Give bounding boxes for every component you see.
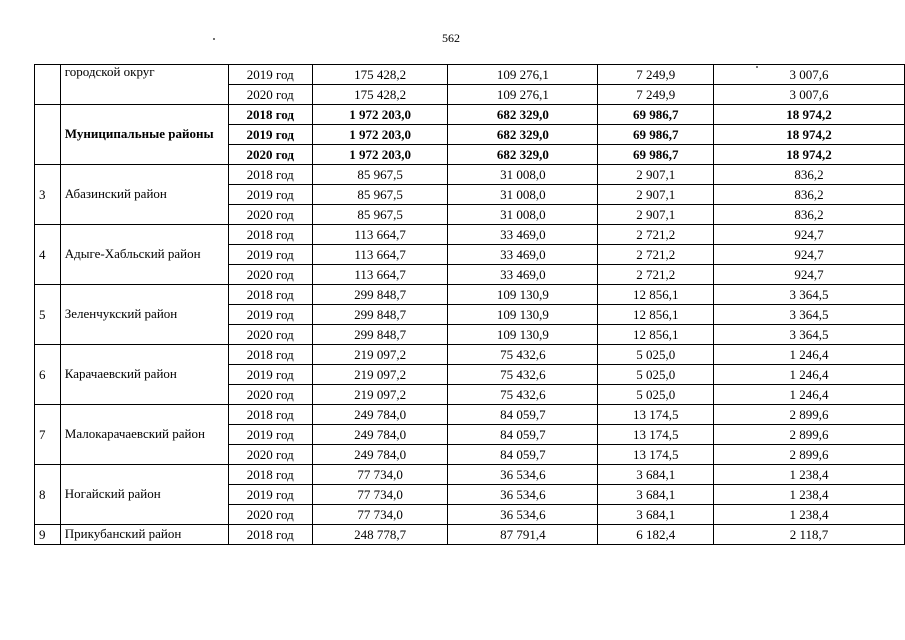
value-cell-2: 75 432,6: [448, 345, 598, 365]
municipality-name: Абазинский район: [60, 165, 228, 225]
total-value-cell: 299 848,7: [312, 305, 448, 325]
row-number: 8: [35, 465, 61, 525]
row-number: 9: [35, 525, 61, 545]
year-cell: 2018 год: [228, 405, 312, 425]
value-cell-3: 2 721,2: [598, 225, 714, 245]
municipality-name: Прикубанский район: [60, 525, 228, 545]
total-value-cell: 113 664,7: [312, 225, 448, 245]
total-value-cell: 249 784,0: [312, 405, 448, 425]
year-cell: 2020 год: [228, 505, 312, 525]
value-cell-3: 12 856,1: [598, 285, 714, 305]
value-cell-4: 924,7: [714, 265, 905, 285]
year-cell: 2019 год: [228, 425, 312, 445]
municipality-name: Адыге-Хабльский район: [60, 225, 228, 285]
value-cell-4: 18 974,2: [714, 105, 905, 125]
value-cell-2: 84 059,7: [448, 425, 598, 445]
value-cell-4: 1 246,4: [714, 385, 905, 405]
table-row: [35, 165, 905, 185]
value-cell-4: 1 238,4: [714, 465, 905, 485]
value-cell-3: 7 249,9: [598, 65, 714, 85]
year-cell: 2018 год: [228, 225, 312, 245]
total-value-cell: 113 664,7: [312, 265, 448, 285]
total-value-cell: 219 097,2: [312, 345, 448, 365]
value-cell-3: 2 907,1: [598, 165, 714, 185]
value-cell-4: 3 364,5: [714, 305, 905, 325]
value-cell-3: 7 249,9: [598, 85, 714, 105]
total-value-cell: 175 428,2: [312, 85, 448, 105]
scan-speck: [213, 38, 215, 40]
value-cell-2: 31 008,0: [448, 165, 598, 185]
year-cell: 2019 год: [228, 65, 312, 85]
value-cell-4: 3 364,5: [714, 285, 905, 305]
row-number: 3: [35, 165, 61, 225]
value-cell-2: 109 130,9: [448, 285, 598, 305]
value-cell-2: 84 059,7: [448, 445, 598, 465]
value-cell-4: 836,2: [714, 185, 905, 205]
value-cell-4: 836,2: [714, 205, 905, 225]
value-cell-4: 3 007,6: [714, 65, 905, 85]
value-cell-4: 2 899,6: [714, 445, 905, 465]
year-cell: 2020 год: [228, 445, 312, 465]
value-cell-4: 2 899,6: [714, 425, 905, 445]
municipality-name: городской округ: [60, 65, 228, 105]
value-cell-3: 5 025,0: [598, 385, 714, 405]
value-cell-4: 2 899,6: [714, 405, 905, 425]
value-cell-3: 5 025,0: [598, 345, 714, 365]
total-value-cell: 1 972 203,0: [312, 125, 448, 145]
municipality-name: Карачаевский район: [60, 345, 228, 405]
value-cell-3: 13 174,5: [598, 405, 714, 425]
value-cell-3: 2 907,1: [598, 205, 714, 225]
total-value-cell: 1 972 203,0: [312, 145, 448, 165]
year-cell: 2018 год: [228, 285, 312, 305]
row-number: 5: [35, 285, 61, 345]
total-value-cell: 77 734,0: [312, 505, 448, 525]
year-cell: 2020 год: [228, 325, 312, 345]
year-cell: 2019 год: [228, 245, 312, 265]
year-cell: 2020 год: [228, 145, 312, 165]
row-number: [35, 65, 61, 105]
row-number: [35, 105, 61, 165]
page-number: 562: [442, 31, 460, 45]
total-value-cell: 1 972 203,0: [312, 105, 448, 125]
value-cell-3: 6 182,4: [598, 525, 714, 545]
total-value-cell: 85 967,5: [312, 205, 448, 225]
value-cell-2: 84 059,7: [448, 405, 598, 425]
row-number: 7: [35, 405, 61, 465]
value-cell-2: 75 432,6: [448, 365, 598, 385]
value-cell-4: 924,7: [714, 225, 905, 245]
total-value-cell: 113 664,7: [312, 245, 448, 265]
table-row: [35, 525, 905, 545]
value-cell-2: 682 329,0: [448, 145, 598, 165]
value-cell-2: 33 469,0: [448, 225, 598, 245]
value-cell-4: 1 238,4: [714, 505, 905, 525]
year-cell: 2018 год: [228, 465, 312, 485]
table-row: [35, 465, 905, 485]
value-cell-3: 69 986,7: [598, 105, 714, 125]
value-cell-2: 36 534,6: [448, 505, 598, 525]
value-cell-2: 682 329,0: [448, 125, 598, 145]
value-cell-2: 33 469,0: [448, 265, 598, 285]
value-cell-2: 36 534,6: [448, 465, 598, 485]
total-value-cell: 299 848,7: [312, 285, 448, 305]
value-cell-2: 109 276,1: [448, 65, 598, 85]
value-cell-3: 69 986,7: [598, 145, 714, 165]
table-row: [35, 65, 905, 85]
year-cell: 2019 год: [228, 365, 312, 385]
value-cell-2: 31 008,0: [448, 185, 598, 205]
value-cell-3: 2 721,2: [598, 265, 714, 285]
value-cell-2: 109 130,9: [448, 325, 598, 345]
value-cell-3: 3 684,1: [598, 505, 714, 525]
value-cell-2: 31 008,0: [448, 205, 598, 225]
municipality-name: Муниципальные районы: [60, 105, 228, 165]
value-cell-3: 12 856,1: [598, 325, 714, 345]
table-row: [35, 405, 905, 425]
year-cell: 2018 год: [228, 165, 312, 185]
total-value-cell: 248 778,7: [312, 525, 448, 545]
total-value-cell: 175 428,2: [312, 65, 448, 85]
table-row: [35, 285, 905, 305]
value-cell-2: 109 276,1: [448, 85, 598, 105]
row-number: 6: [35, 345, 61, 405]
value-cell-4: 924,7: [714, 245, 905, 265]
total-value-cell: 77 734,0: [312, 465, 448, 485]
value-cell-2: 33 469,0: [448, 245, 598, 265]
row-number: 4: [35, 225, 61, 285]
total-value-cell: 249 784,0: [312, 425, 448, 445]
value-cell-3: 69 986,7: [598, 125, 714, 145]
value-cell-4: 1 246,4: [714, 345, 905, 365]
value-cell-3: 13 174,5: [598, 425, 714, 445]
table-row: [35, 345, 905, 365]
value-cell-4: 3 364,5: [714, 325, 905, 345]
value-cell-3: 3 684,1: [598, 465, 714, 485]
value-cell-3: 13 174,5: [598, 445, 714, 465]
municipality-name: Зеленчукский район: [60, 285, 228, 345]
year-cell: 2018 год: [228, 105, 312, 125]
value-cell-3: 2 721,2: [598, 245, 714, 265]
municipality-name: Ногайский район: [60, 465, 228, 525]
value-cell-4: 836,2: [714, 165, 905, 185]
total-value-cell: 249 784,0: [312, 445, 448, 465]
value-cell-2: 75 432,6: [448, 385, 598, 405]
total-value-cell: 219 097,2: [312, 385, 448, 405]
table-row: [35, 225, 905, 245]
year-cell: 2019 год: [228, 485, 312, 505]
year-cell: 2018 год: [228, 345, 312, 365]
value-cell-3: 12 856,1: [598, 305, 714, 325]
value-cell-4: 1 238,4: [714, 485, 905, 505]
value-cell-2: 109 130,9: [448, 305, 598, 325]
total-value-cell: 219 097,2: [312, 365, 448, 385]
value-cell-4: 2 118,7: [714, 525, 905, 545]
municipality-name: Малокарачаевский район: [60, 405, 228, 465]
year-cell: 2019 год: [228, 185, 312, 205]
year-cell: 2019 год: [228, 125, 312, 145]
value-cell-4: 18 974,2: [714, 145, 905, 165]
value-cell-2: 682 329,0: [448, 105, 598, 125]
value-cell-4: 1 246,4: [714, 365, 905, 385]
year-cell: 2020 год: [228, 385, 312, 405]
year-cell: 2020 год: [228, 205, 312, 225]
value-cell-2: 87 791,4: [448, 525, 598, 545]
value-cell-4: 3 007,6: [714, 85, 905, 105]
year-cell: 2019 год: [228, 305, 312, 325]
value-cell-3: 5 025,0: [598, 365, 714, 385]
value-cell-4: 18 974,2: [714, 125, 905, 145]
budget-table: [34, 64, 905, 545]
total-value-cell: 85 967,5: [312, 185, 448, 205]
total-value-cell: 85 967,5: [312, 165, 448, 185]
value-cell-2: 36 534,6: [448, 485, 598, 505]
table-row: [35, 105, 905, 125]
total-value-cell: 299 848,7: [312, 325, 448, 345]
budget-table-body: [35, 65, 905, 545]
value-cell-3: 3 684,1: [598, 485, 714, 505]
year-cell: 2020 год: [228, 85, 312, 105]
value-cell-3: 2 907,1: [598, 185, 714, 205]
year-cell: 2020 год: [228, 265, 312, 285]
year-cell: 2018 год: [228, 525, 312, 545]
total-value-cell: 77 734,0: [312, 485, 448, 505]
